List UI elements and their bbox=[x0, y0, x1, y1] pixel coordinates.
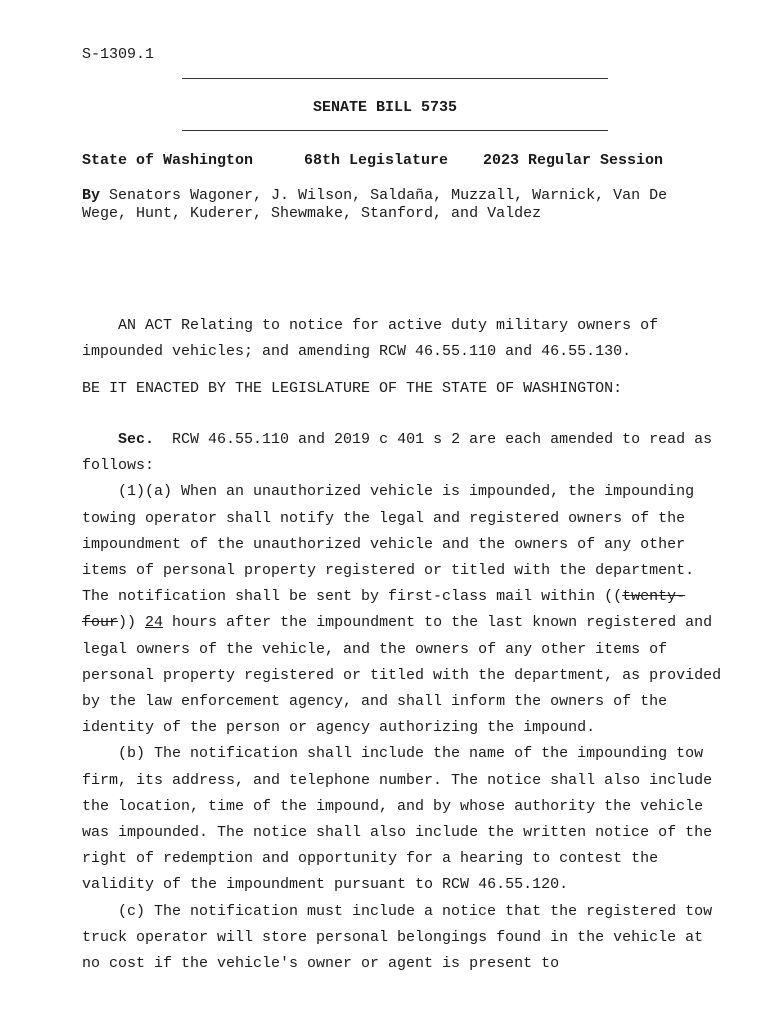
p1-before: (1)(a) When an unauthorized vehicle is impounded, the impounding towing operator shall notify the legal and registered owners of the impoundment of the unauthorized vehicle and the owners of any other items of personal property registered or titled with the department. The notification shall be sent by first-class mail within (( bbox=[82, 483, 695, 606]
title-rule-top bbox=[182, 78, 608, 79]
sponsors-block bbox=[82, 187, 692, 223]
state-name: State of Washington bbox=[82, 152, 254, 169]
by-label: By bbox=[82, 187, 101, 204]
bill-title: SENATE BILL 5735 bbox=[312, 99, 458, 116]
sec-label: Sec. bbox=[118, 431, 155, 448]
section-intro bbox=[82, 427, 722, 479]
struck-text: twenty-four bbox=[82, 588, 686, 632]
enacting-clause: BE IT ENACTED BY THE LEGISLATURE OF THE STATE OF WASHINGTON: bbox=[82, 380, 623, 397]
section-body bbox=[82, 427, 722, 977]
act-title-text: AN ACT Relating to notice for active duty military owners of impounded vehicles; and amending RCW 46.55.110 and 46.55.130. bbox=[82, 317, 659, 361]
title-rule-bottom bbox=[182, 130, 608, 131]
paragraph-1a bbox=[82, 479, 722, 741]
paragraph-1b: (b) The notification shall include the name of the impounding tow firm, its address, and telephone number. The notice shall also include the location, time of the impound, and by whose authority the vehicle was impounded. The notice shall also include the written notice of the right of redemption and opportunity for a hearing to contest the validity of the impoundment pursuant to RCW 46.55.120. bbox=[82, 745, 713, 894]
legislature-name: 68th Legislature bbox=[304, 152, 449, 169]
document-code: S-1309.1 bbox=[82, 46, 155, 63]
sec-intro-text: RCW 46.55.110 and 2019 c 401 s 2 are each amended to read as follows: bbox=[82, 431, 713, 475]
p1-mid: )) bbox=[118, 614, 146, 632]
paragraph-1c: (c) The notification must include a notice that the registered tow truck operator will store personal belongings found in the vehicle at no cost if the vehicle's owner or agent is present to bbox=[82, 902, 713, 973]
act-title bbox=[82, 313, 722, 365]
session-name: 2023 Regular Session bbox=[483, 152, 664, 169]
sponsor-list: Senators Wagoner, J. Wilson, Saldaña, Muzzall, Warnick, Van De Wege, Hunt, Kuderer, Shewmake, Stanford, and Valdez bbox=[82, 187, 668, 222]
inserted-text: 24 bbox=[145, 614, 164, 632]
p1-after: hours after the impoundment to the last known registered and legal owners of the vehicle, and the owners of any other items of personal property registered or titled with the department, as provided by the law enforcement agency, and shall inform the owners of the identity of the person or agency authorizing the impound. bbox=[82, 614, 722, 737]
